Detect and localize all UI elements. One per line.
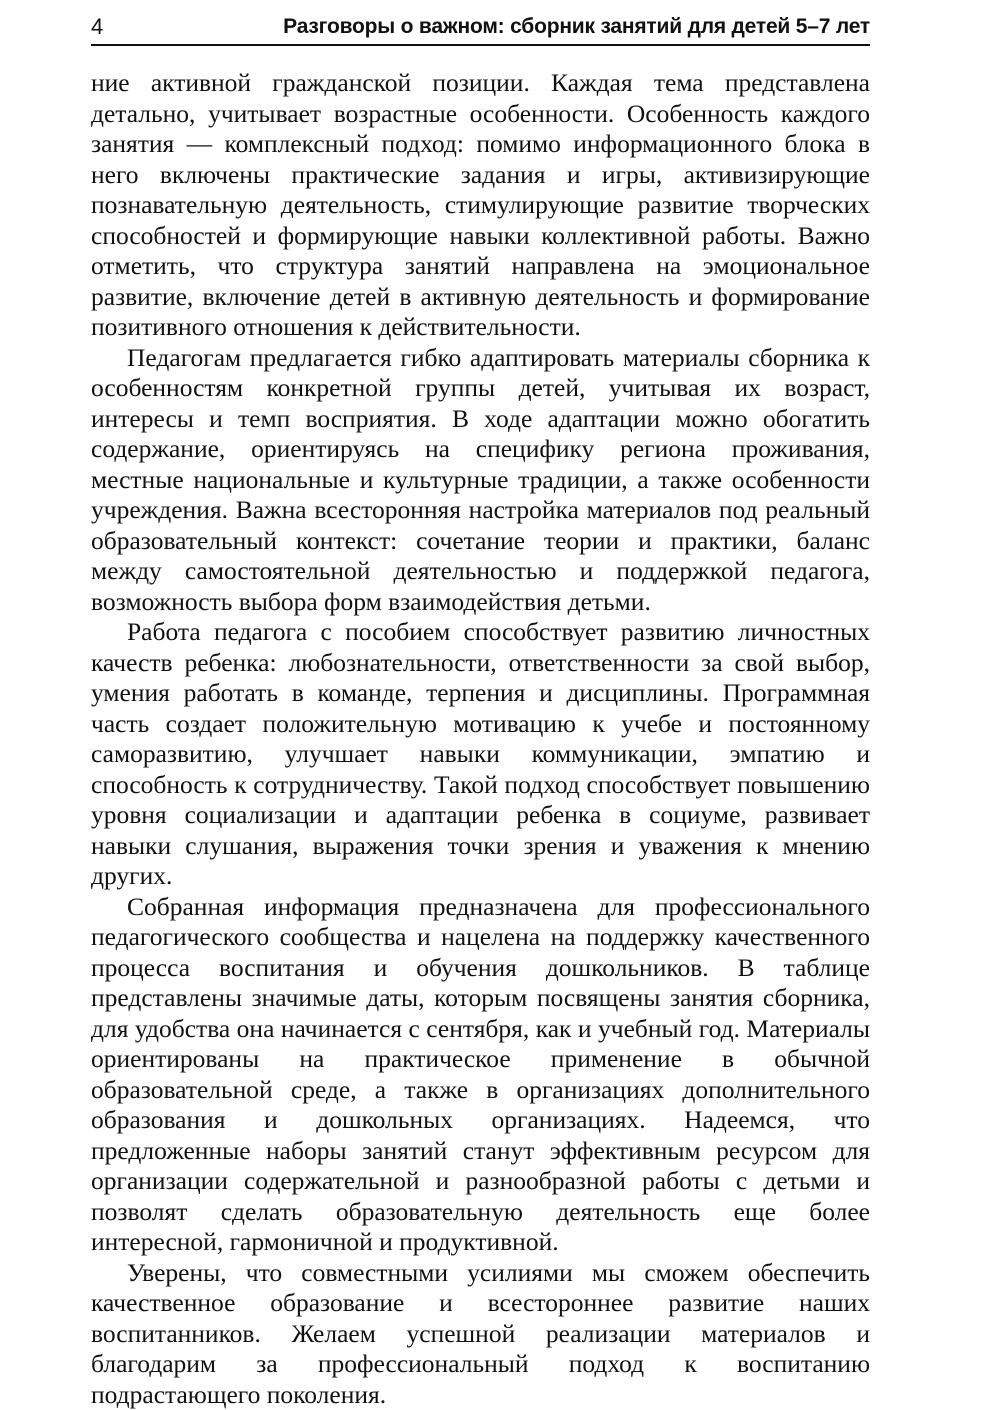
paragraph-continued: ние активной гражданской позиции. Каждая тема представлена детально, учитывает возрастные особенности. Особенность каждого занятия — комплексный подход: помимо информационного блока в него включены практические задания и игры, активизирующие познавательную деятельность, стимулирующие развитие творческих способностей и формирующие навыки коллективной работы. Важно отметить, что структура занятий направлена на эмоциональное развитие, включение детей в активную деятельность и формирование позитивного отношения к действительности.	[91, 68, 870, 343]
paragraph-closing: Уверены, что совместными усилиями мы сможем обеспечить качественное образование и всестороннее развитие наших воспитанников. Желаем успешной реализации материалов и благодарим за профессиональный подход к воспитанию подрастающего поколения.	[91, 1258, 870, 1410]
running-title: Разговоры о важном: сборник занятий для детей 5–7 лет	[283, 14, 870, 40]
running-header	[91, 6, 870, 46]
paragraph-adaptation: Педагогам предлагается гибко адаптировать материалы сборника к особенностям конкретной группы детей, учитывая их возраст, интересы и темп восприятия. В ходе адаптации можно обогатить содержание, ориентируясь на специфику региона проживания, местные национальные и культурные традиции, а также особенности учреждения. Важна всесторонняя настройка материалов под реальный образовательный контекст: сочетание теории и практики, баланс между самостоятельной деятельностью и поддержкой педагога, возможность выбора форм взаимодействия детьми.	[91, 343, 870, 618]
book-page	[91, 0, 870, 1333]
body-text	[91, 68, 870, 1410]
paragraph-personal-qualities: Работа педагога с пособием способствует развитию личностных качеств ребенка: любознательности, ответственности за свой выбор, умения работать в команде, терпения и дисциплины. Программная часть создает положительную мотивацию к учебе и постоянному саморазвитию, улучшает навыки коммуникации, эмпатию и способность к сотрудничеству. Такой подход способствует повышению уровня социализации и адаптации ребенка в социуме, развивает навыки слушания, выражения точки зрения и уважения к мнению других.	[91, 617, 870, 892]
paragraph-collected-information: Собранная информация предназначена для профессионального педагогического сообщества и нацелена на поддержку качественного процесса воспитания и обучения дошкольников. В таблице представлены значимые даты, которым посвящены занятия сборника, для удобства она начинается с сентября, как и учебный год. Материалы ориентированы на практическое применение в обычной образовательной среде, а также в организациях дополнительного образования и дошкольных организациях. Надеемся, что предложенные наборы занятий станут эффективным ресурсом для организации содержательной и разнообразной работы с детьми и позволят сделать образовательную деятельность еще более интересной, гармоничной и продуктивной.	[91, 892, 870, 1258]
page-number: 4	[91, 14, 103, 40]
